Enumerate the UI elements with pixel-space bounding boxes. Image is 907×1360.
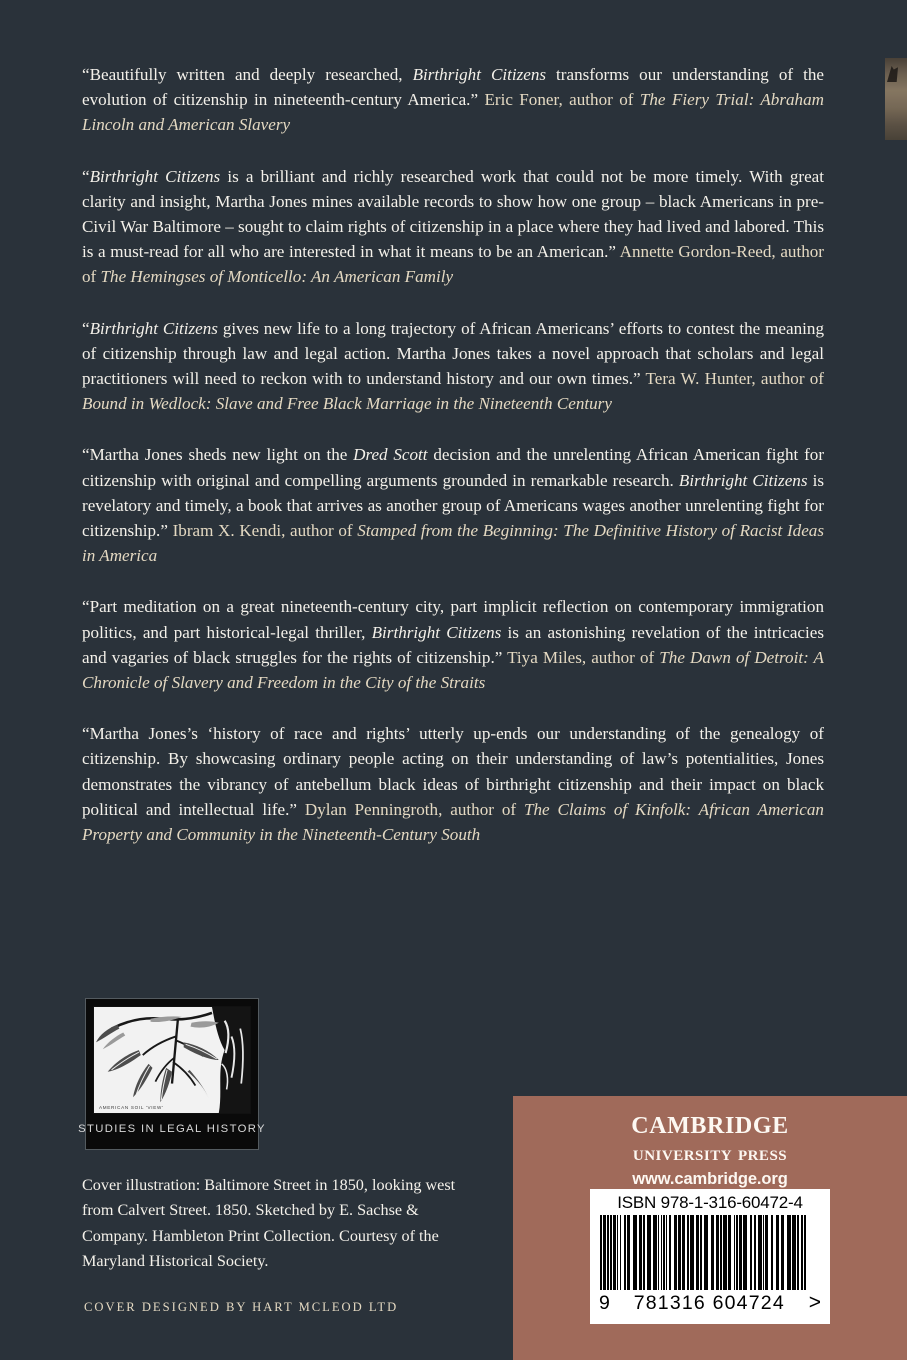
blurb-text: “ — [82, 318, 90, 338]
blurb-list — [82, 62, 824, 847]
attribution-title: The Claims of Kinfolk: African American Property and Community in the Nineteenth-Century South — [82, 799, 824, 845]
publisher-url[interactable]: www.cambridge.org — [632, 1169, 788, 1188]
blurb-text-rest: is an astonishing revelation of the intricacies and vagaries of black struggles for the rights of citizenship.” — [82, 622, 824, 667]
blurb-foner — [82, 62, 824, 138]
ean-lead-digit: 9 — [599, 1291, 610, 1314]
attribution-title: Bound in Wedlock: Slave and Free Black Marriage in the Nineteenth Century — [82, 394, 612, 414]
tree-branch-illustration — [94, 1007, 250, 1113]
cover-illustration-credit: Cover illustration: Baltimore Street in 1850, looking west from Calvert Street. 1850. Sketched by E. Sachse & Company. Hambleton Print Collection. Courtesy of the Maryland Historical Society. — [82, 1176, 456, 1270]
artwork-inscription: AMERICAN SOIL 'VIEW' — [99, 1105, 164, 1110]
barcode-bars — [598, 1215, 822, 1290]
attribution-name: Tera W. Hunter, author of — [645, 369, 824, 389]
attribution-title: The Dawn of Detroit: A Chronicle of Slavery and Freedom in the City of the Straits — [82, 647, 824, 693]
blurb-kendi — [82, 442, 824, 568]
blurb-text: “Martha Jones sheds new light on the — [82, 445, 354, 465]
publisher-subtitle: university press — [632, 1141, 788, 1165]
blurb-title-2: Birthright Citizens — [678, 470, 808, 490]
isbn-label: ISBN 978-1-316-60472-4 — [617, 1193, 803, 1212]
blurb-gordon-reed — [82, 164, 824, 290]
cover-designer-credit: COVER DESIGNED BY HART MCLEOD LTD — [84, 1300, 399, 1314]
attribution-title: Stamped from the Beginning: The Definitive History of Racist Ideas in America — [82, 521, 824, 566]
series-logo-artwork — [93, 1006, 251, 1114]
publisher-panel — [513, 1096, 907, 1360]
blurb-text: “Part meditation on a great nineteenth-century city, part implicit reflection on contemporary immigration politics, and part historical-legal thriller, — [82, 597, 824, 642]
attribution-title: The Fiery Trial: Abraham Lincoln and American Slavery — [82, 90, 824, 135]
blurb-attribution — [82, 521, 824, 565]
blurb-text: “Beautifully written and deeply researched, — [82, 65, 413, 84]
blurb-text: “Martha Jones’s ‘history of race and rights’ utterly up-ends our understanding of the genealogy of citizenship. By showcasing ordinary people acting on their understanding of law’s potentialities, Jones demonstrates the vibrancy of antebellum black ideas of birthright citizenship and their impact on black political and intellectual life.” — [82, 724, 824, 819]
blurb-miles — [82, 594, 824, 695]
blurb-penningroth — [82, 721, 824, 847]
blurb-title: Birthright Citizens — [412, 65, 547, 84]
ean-digits — [598, 1291, 822, 1315]
blurb-title: Birthright Citizens — [371, 622, 502, 642]
series-logo — [78, 998, 266, 1150]
attribution-name: Annette Gordon-Reed, author of — [82, 242, 824, 287]
blurb-text-rest: is a brilliant and richly researched work that could not be more timely. With great clarity and insight, Martha Jones mines available records to show how one group – black Americans in pre-Civil War Baltimore – sought to claim rights of citizenship in a place where they had lived and labored. This is a must-read for all who are interested in what it means to be an American.” — [82, 166, 824, 262]
blurb-title: Birthright Citizens — [89, 166, 221, 186]
attribution-name: Eric Foner, author of — [484, 90, 640, 110]
blurb-text: “ — [82, 166, 90, 186]
attribution-name: Ibram X. Kendi, author of — [172, 521, 358, 541]
attribution-name: Tiya Miles, author of — [507, 647, 660, 667]
attribution-title: The Hemingses of Monticello: An American Family — [100, 267, 454, 287]
blurb-title: Birthright Citizens — [89, 318, 218, 338]
blurb-text-rest: transforms our understanding of the evolution of citizenship in nineteenth-century America.” — [82, 65, 824, 110]
blurb-text-rest-2: is revelatory and timely, a book that arrives as another group of Americans wages another unrelenting fight for citizenship.” — [82, 470, 824, 541]
blurb-hunter — [82, 316, 824, 417]
publisher-logo — [513, 1106, 907, 1187]
blurb-text-rest: decision and the unrelenting African American fight for citizenship with original and compelling arguments grounded in remarkable research. — [82, 445, 825, 490]
isbn-barcode — [590, 1189, 830, 1324]
front-cover-art-sliver — [885, 58, 907, 140]
attribution-name: Dylan Penningroth, author of — [304, 799, 524, 819]
ean-tail-marker: > — [808, 1290, 821, 1314]
publisher-name: cambridge — [631, 1104, 789, 1141]
series-logo-caption: STUDIES IN LEGAL HISTORY — [78, 1123, 266, 1135]
ean-main-digits: 781316 604724 — [633, 1291, 785, 1314]
blurb-title: Dred Scott — [353, 445, 428, 465]
blurb-text-rest: gives new life to a long trajectory of African Americans’ efforts to contest the meaning of citizenship through law and legal action. Martha Jones takes a novel approach that scholars and legal practitioners will need to reckon with to understand history and our own times.” — [82, 318, 824, 389]
